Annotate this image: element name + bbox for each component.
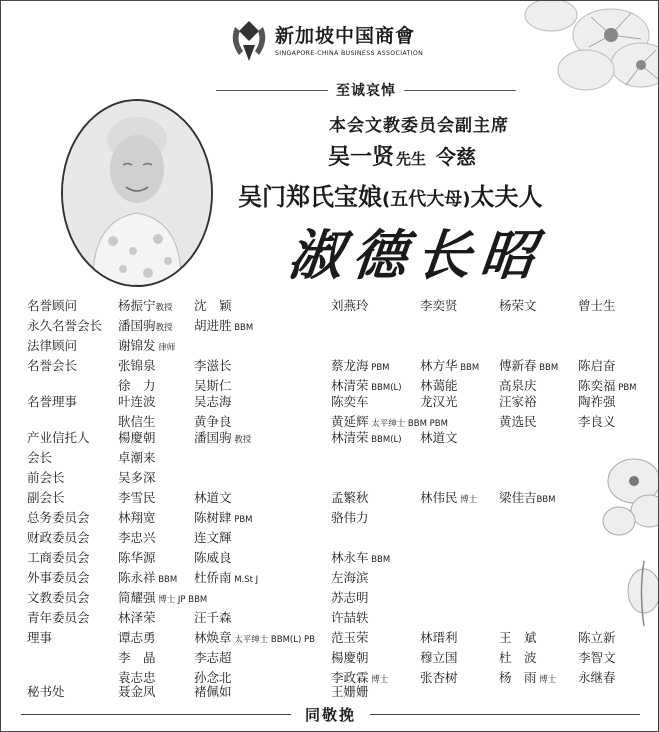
committee-role-title: 秘书处 — [27, 684, 65, 699]
member-title: PBM — [368, 363, 390, 373]
committee-row — [1, 357, 658, 393]
member-name: 孙念北 — [194, 670, 232, 685]
member-cell — [578, 297, 616, 317]
member-name: 谭志勇 — [118, 630, 156, 645]
member-name: 杨荣文 — [499, 298, 537, 313]
member-name: 黄延辉 — [331, 414, 369, 429]
member-name: 谢锦发 — [118, 338, 156, 353]
member-title: 教授 — [155, 323, 173, 333]
committee-row — [1, 337, 658, 357]
member-entry — [331, 297, 369, 317]
member-cell — [118, 297, 173, 317]
member-title: BBM(L) — [368, 435, 402, 445]
member-name: 林翔宽 — [118, 510, 156, 525]
member-name: 连文輝 — [194, 530, 232, 545]
member-entry — [420, 297, 458, 317]
member-entry — [578, 649, 616, 669]
member-cell — [118, 509, 156, 529]
committee-row — [1, 589, 658, 609]
member-cell — [118, 589, 207, 609]
member-name: 楊慶朝 — [118, 430, 156, 445]
member-name: 梁佳吉 — [499, 490, 537, 505]
member-name: 吴多深 — [118, 470, 156, 485]
member-entry — [499, 629, 556, 649]
divider — [21, 714, 291, 715]
member-cell — [499, 393, 537, 433]
member-name: 吴志海 — [194, 394, 232, 409]
member-name: 陈立新 — [578, 630, 616, 645]
member-entry — [194, 549, 232, 569]
member-entry — [118, 649, 156, 669]
member-name: 刘燕玲 — [331, 298, 369, 313]
committee-role-title: 工商委员会 — [27, 550, 90, 565]
flower-decoration-icon — [491, 0, 659, 105]
member-cell — [331, 357, 402, 397]
member-entry — [118, 317, 173, 337]
member-cell — [420, 489, 477, 509]
member-entry — [578, 393, 616, 413]
member-cell — [118, 529, 156, 549]
member-title: 博士 JP BBM — [155, 595, 208, 605]
committee-role-title: 外事委员会 — [27, 570, 90, 585]
member-cell — [331, 589, 369, 609]
member-name: 陈奕福 — [578, 378, 616, 393]
member-name: 杜侨南 — [194, 570, 232, 585]
committee-role-title: 青年委员会 — [27, 610, 90, 625]
member-title: BBM — [536, 495, 556, 505]
committee-row — [1, 297, 658, 317]
member-cell — [194, 569, 258, 589]
member-cell — [420, 629, 458, 689]
committee-row — [1, 469, 658, 489]
member-cell — [118, 609, 156, 629]
member-name: 孟繁秋 — [331, 490, 369, 505]
member-entry — [499, 393, 537, 413]
member-entry — [194, 357, 232, 377]
member-name: 高泉庆 — [499, 378, 537, 393]
committee-row — [1, 629, 658, 683]
member-cell — [331, 569, 369, 589]
association-logo-icon — [229, 19, 269, 63]
member-name: 袁志忠 — [118, 670, 156, 685]
member-name: 林方华 — [420, 358, 458, 373]
member-entry — [331, 609, 369, 629]
member-name: 杨振宁 — [118, 298, 156, 313]
divider — [370, 714, 640, 715]
member-entry — [118, 489, 156, 509]
committee-row — [1, 429, 658, 449]
notice-line1: 本会文教委员会副主席 — [329, 116, 509, 136]
member-title: PBM — [615, 383, 637, 393]
member-entry — [118, 393, 156, 413]
committee-row — [1, 509, 658, 529]
divider — [216, 90, 328, 91]
member-title: BBM(L) — [368, 383, 402, 393]
member-honorific: 先生 — [396, 150, 427, 168]
notice-line2 — [328, 140, 476, 171]
member-title: 教授 — [155, 303, 173, 313]
committee-row — [1, 449, 658, 469]
committee-role-title: 永久名誉会长 — [27, 318, 103, 333]
member-cell — [194, 629, 315, 689]
member-name: 李智文 — [578, 650, 616, 665]
member-entry — [118, 429, 156, 449]
member-name: 耿信生 — [118, 414, 156, 429]
member-name: 汪千森 — [194, 610, 232, 625]
member-cell — [420, 393, 458, 430]
member-name: 潘国驹 — [118, 318, 156, 333]
member-entry — [118, 589, 207, 609]
member-cell — [420, 429, 458, 449]
member-cell — [499, 357, 558, 397]
deceased-title: 太夫人 — [470, 183, 543, 211]
member-cell — [331, 509, 369, 529]
deceased-generation: (五代大母) — [382, 189, 471, 210]
member-name: 曾士生 — [578, 298, 616, 313]
member-cell — [118, 629, 156, 689]
member-name: 林永车 — [331, 550, 369, 565]
member-entry — [331, 549, 390, 569]
committee-row — [1, 393, 658, 429]
member-title: M.St J — [231, 575, 259, 585]
member-cell — [194, 509, 253, 529]
member-entry — [118, 629, 156, 649]
member-title: PBM — [231, 515, 253, 525]
member-name: 李政霖 — [331, 670, 369, 685]
member-entry — [331, 357, 402, 377]
member-entry — [118, 337, 175, 357]
committee-role-title: 产业信托人 — [27, 430, 90, 445]
condolence-text: 至诚哀悼 — [336, 83, 396, 99]
member-cell — [194, 297, 232, 317]
member-name: 林焕章 — [194, 630, 232, 645]
member-name: 李奕贤 — [420, 298, 458, 313]
signoff-row — [1, 699, 659, 729]
committee-role-title: 副会长 — [27, 490, 65, 505]
member-entry — [118, 609, 156, 629]
member-entry — [331, 489, 369, 509]
member-cell — [194, 357, 232, 397]
member-cell — [331, 429, 402, 449]
member-name: 林道文 — [420, 430, 458, 445]
member-name: 张杏树 — [420, 670, 458, 685]
member-name: 陶祚强 — [578, 394, 616, 409]
member-cell — [420, 297, 458, 317]
member-name: 蔡龙海 — [331, 358, 369, 373]
member-entry — [118, 529, 156, 549]
committee-row — [1, 549, 658, 569]
member-entry — [499, 489, 556, 509]
member-name: 林瑨利 — [420, 630, 458, 645]
member-cell — [499, 297, 537, 317]
member-name: 龙汉光 — [420, 394, 458, 409]
member-cell — [331, 629, 388, 689]
member-cell — [331, 549, 390, 569]
member-cell — [331, 489, 369, 509]
member-entry — [118, 569, 177, 589]
member-entry — [194, 297, 232, 317]
member-name: 潘国驹 — [194, 430, 232, 445]
member-title: BBM — [536, 363, 559, 373]
committee-row — [1, 609, 658, 629]
committee-role-title: 名誉理事 — [27, 394, 78, 409]
member-name: 徐 力 — [118, 378, 156, 393]
member-cell — [118, 469, 156, 489]
member-name: 杜 波 — [499, 650, 537, 665]
member-entry — [194, 429, 251, 449]
member-cell — [118, 569, 177, 589]
member-name: 褚佩如 — [194, 684, 232, 699]
member-name: 李滋长 — [194, 358, 232, 373]
member-name: 李 晶 — [118, 650, 156, 665]
member-entry — [420, 429, 458, 449]
member-name: 李良义 — [578, 414, 616, 429]
member-title: BBM — [155, 575, 178, 585]
member-name: 黄选民 — [499, 414, 537, 429]
member-entry — [420, 357, 479, 377]
member-name: 张锦泉 — [118, 358, 156, 373]
committee-role-title: 法律顾问 — [27, 338, 78, 353]
member-cell — [578, 393, 616, 433]
member-name: 吴斯仁 — [194, 378, 232, 393]
member-title: 太平绅士 BBM(L) PB — [231, 635, 315, 645]
member-cell — [331, 609, 369, 629]
member-entry — [578, 629, 616, 649]
member-name: 林清荣 — [331, 378, 369, 393]
committee-role-title: 会长 — [27, 450, 53, 465]
member-cell — [118, 393, 156, 433]
member-name: 范玉荣 — [331, 630, 369, 645]
member-entry — [578, 297, 616, 317]
member-entry — [499, 649, 556, 669]
member-title: BBM — [231, 323, 254, 333]
member-entry — [118, 297, 173, 317]
member-title: 律师 — [155, 343, 176, 353]
member-cell — [194, 317, 253, 337]
member-name: 李志超 — [194, 650, 232, 665]
member-name: 黄争良 — [194, 414, 232, 429]
member-name: 陈启奋 — [578, 358, 616, 373]
member-name: 胡进胜 — [194, 318, 232, 333]
member-name: 李忠兴 — [118, 530, 156, 545]
member-name: 叶连波 — [118, 394, 156, 409]
member-name: 许喆轶 — [331, 610, 369, 625]
member-name: 王姗姗 — [331, 684, 369, 699]
member-name: 吴一贤 — [328, 145, 395, 170]
member-title: 博士 — [457, 495, 478, 505]
member-name: 王 斌 — [499, 630, 537, 645]
committee-row — [1, 569, 658, 589]
member-entry — [420, 489, 477, 509]
tribute-calligraphy: 淑德长昭 — [285, 223, 548, 287]
member-entry — [578, 357, 637, 377]
member-entry — [118, 449, 156, 469]
committee-table — [1, 297, 658, 703]
member-entry — [118, 549, 156, 569]
member-entry — [194, 629, 315, 649]
member-entry — [118, 357, 156, 377]
member-name: 楊慶朝 — [331, 650, 369, 665]
committee-role-title: 名誉会长 — [27, 358, 78, 373]
member-name: 聂金凤 — [118, 684, 156, 699]
committee-role-title: 理事 — [27, 630, 53, 645]
member-title: BBM — [368, 555, 391, 565]
member-name: 永继春 — [578, 670, 616, 685]
member-name: 林蔼能 — [420, 378, 458, 393]
member-cell — [194, 609, 232, 629]
member-name: 左海滨 — [331, 570, 369, 585]
member-name: 陈威良 — [194, 550, 232, 565]
member-cell — [118, 357, 156, 397]
member-cell — [194, 549, 232, 569]
member-name: 沈 颖 — [194, 298, 232, 313]
member-entry — [194, 317, 253, 337]
signoff-text: 同敬挽 — [305, 705, 357, 724]
member-name: 陈树肆 — [194, 510, 232, 525]
member-cell — [331, 297, 369, 317]
committee-role-title: 前会长 — [27, 470, 65, 485]
member-name: 李雪民 — [118, 490, 156, 505]
member-name: 苏志明 — [331, 590, 369, 605]
member-entry — [194, 609, 232, 629]
member-name: 陈奕车 — [331, 394, 369, 409]
member-entry — [499, 297, 537, 317]
member-name: 汪家裕 — [499, 394, 537, 409]
member-entry — [331, 429, 402, 449]
member-title: BBM — [457, 363, 480, 373]
member-entry — [194, 393, 232, 413]
member-cell — [194, 393, 232, 433]
portrait-photo — [61, 99, 213, 287]
member-cell — [118, 317, 173, 337]
committee-role-title: 财政委员会 — [27, 530, 90, 545]
committee-role-title: 文教委员会 — [27, 590, 90, 605]
deceased-name-line — [238, 177, 542, 212]
member-cell — [118, 449, 156, 469]
member-entry — [331, 649, 388, 669]
member-cell — [118, 489, 156, 509]
member-entry — [420, 629, 458, 649]
member-name: 林道文 — [194, 490, 232, 505]
divider — [404, 90, 516, 91]
member-cell — [194, 529, 232, 549]
member-name: 陈华源 — [118, 550, 156, 565]
member-entry — [118, 509, 156, 529]
committee-row — [1, 529, 658, 549]
member-name: 傅新春 — [499, 358, 537, 373]
member-name: 陈永祥 — [118, 570, 156, 585]
member-entry — [194, 489, 232, 509]
org-name-en: SINGAPORE-CHINA BUSINESS ASSOCIATION — [275, 50, 424, 57]
member-title: 博士 — [368, 675, 389, 685]
committee-role-title: 名誉顾问 — [27, 298, 78, 313]
member-name: 骆伟力 — [331, 510, 369, 525]
org-name-cn: 新加坡中国商會 — [275, 25, 416, 47]
member-entry — [331, 509, 369, 529]
member-entry — [194, 509, 253, 529]
member-entry — [331, 589, 369, 609]
member-cell — [194, 489, 232, 509]
member-cell — [578, 629, 616, 689]
member-relation: 令慈 — [436, 145, 477, 169]
member-entry — [331, 569, 369, 589]
condolence-row — [216, 79, 516, 101]
member-name: 林泽荣 — [118, 610, 156, 625]
member-name: 林清荣 — [331, 430, 369, 445]
member-cell — [499, 489, 556, 509]
member-entry — [194, 569, 258, 589]
member-entry — [420, 649, 458, 669]
member-name: 穆立国 — [420, 650, 458, 665]
member-cell — [118, 549, 156, 569]
member-entry — [118, 469, 156, 489]
member-entry — [194, 649, 315, 669]
member-cell — [499, 629, 556, 689]
deceased-name: 吴门郑氏宝娘 — [238, 183, 382, 211]
member-cell — [118, 337, 175, 357]
committee-role-title: 总务委员会 — [27, 510, 90, 525]
member-name: 简耀强 — [118, 590, 156, 605]
member-cell — [578, 357, 637, 397]
member-cell — [194, 429, 251, 449]
member-title: 教授 — [231, 435, 252, 445]
committee-row — [1, 317, 658, 337]
member-name: 林伟民 — [420, 490, 458, 505]
member-name: 卓潮来 — [118, 450, 156, 465]
member-name: 杨 雨 — [499, 670, 537, 685]
member-entry — [331, 629, 388, 649]
member-cell — [420, 357, 479, 397]
member-title: 博士 — [536, 675, 557, 685]
committee-row — [1, 489, 658, 509]
header — [229, 15, 439, 67]
member-entry — [420, 393, 458, 413]
member-entry — [499, 357, 558, 377]
member-entry — [194, 529, 232, 549]
member-title: 太平绅士 BBM PBM — [368, 419, 448, 429]
member-cell — [118, 429, 156, 449]
